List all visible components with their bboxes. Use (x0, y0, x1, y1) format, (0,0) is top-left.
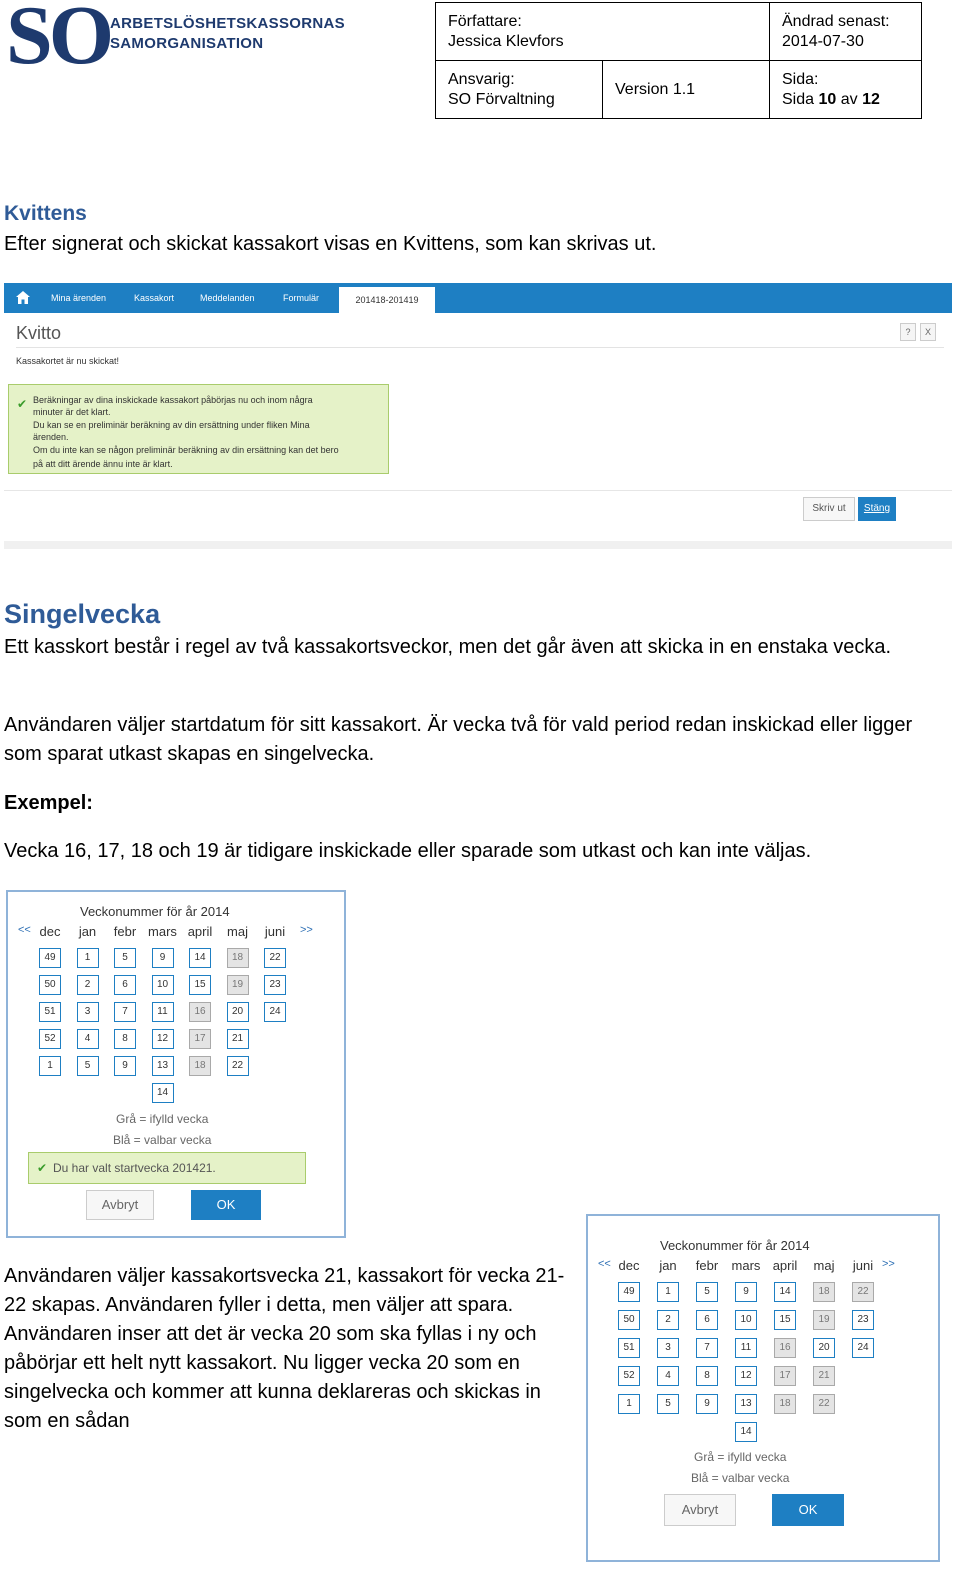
week-button-50[interactable]: 50 (618, 1310, 640, 1330)
week-button-49[interactable]: 49 (618, 1282, 640, 1302)
week-button-8[interactable]: 8 (114, 1029, 136, 1049)
week-picker-example-2 (586, 1214, 940, 1562)
week-button-19[interactable]: 19 (813, 1310, 835, 1330)
week-button-19[interactable]: 19 (227, 975, 249, 995)
success-line: Du kan se en preliminär beräkning av din ersättning under fliken Mina (33, 420, 310, 430)
logo-line1: ARBETSLÖSHETSKASSORNAS (110, 15, 345, 32)
month-label-febr: febr (695, 1258, 719, 1273)
week-button-4[interactable]: 4 (657, 1366, 679, 1386)
week-button-5[interactable]: 5 (77, 1056, 99, 1076)
divider (4, 490, 952, 491)
selection-message (28, 1152, 306, 1184)
week-button-2[interactable]: 2 (657, 1310, 679, 1330)
week-button-9[interactable]: 9 (114, 1056, 136, 1076)
week-button-17[interactable]: 17 (189, 1029, 211, 1049)
singelvecka-heading: Singelvecka (4, 599, 161, 629)
week-button-12[interactable]: 12 (152, 1029, 174, 1049)
legend-blue: Blå = valbar vecka (691, 1471, 790, 1485)
selection-message-text: Du har valt startvecka 201421. (53, 1161, 216, 1175)
version-value: Version 1.1 (603, 61, 770, 119)
singelvecka-p3: Vecka 16, 17, 18 och 19 är tidigare inskickade eller sparade som utkast och kan inte väljas. (4, 840, 812, 862)
month-label-april: april (772, 1258, 798, 1273)
legend-gray: Grå = ifylld vecka (694, 1450, 787, 1464)
singelvecka-p1: Ett kasskort består i regel av två kassakortsveckor, men det går även att skicka in en enstaka vecka. (4, 636, 892, 658)
week-button-51[interactable]: 51 (39, 1002, 61, 1022)
week-button-1[interactable]: 1 (657, 1282, 679, 1302)
month-label-mars: mars (731, 1258, 761, 1273)
week-button-5[interactable]: 5 (114, 948, 136, 968)
check-icon: ✔ (37, 1161, 48, 1175)
receipt-screenshot (4, 283, 952, 549)
week-button-22[interactable]: 22 (264, 948, 286, 968)
week-button-17[interactable]: 17 (774, 1366, 796, 1386)
legend-gray: Grå = ifylld vecka (116, 1112, 209, 1126)
week-button-22[interactable]: 22 (852, 1282, 874, 1302)
calendar-title: Veckonummer för år 2014 (80, 904, 230, 919)
document-header-table (435, 2, 922, 119)
week-button-21[interactable]: 21 (813, 1366, 835, 1386)
month-label-juni: juni (264, 924, 286, 939)
week-button-1[interactable]: 1 (77, 948, 99, 968)
month-label-mars: mars (148, 924, 177, 939)
month-label-febr: febr (113, 924, 137, 939)
ok-button[interactable]: OK (772, 1494, 844, 1526)
success-line: på att ditt ärende ännu inte är klart. (33, 459, 173, 469)
week-button-18[interactable]: 18 (189, 1056, 211, 1076)
logo-mark: SO (6, 0, 111, 82)
week-button-23[interactable]: 23 (852, 1310, 874, 1330)
week-button-49[interactable]: 49 (39, 948, 61, 968)
page-value: Sida 10 av 12 (782, 90, 880, 108)
week-button-18[interactable]: 18 (813, 1282, 835, 1302)
success-line: Om du inte kan se någon preliminär beräkning av din ersättning kan det bero (33, 445, 339, 455)
week-button-11[interactable]: 11 (735, 1338, 757, 1358)
month-label-jan: jan (78, 924, 97, 939)
week-button-10[interactable]: 10 (152, 975, 174, 995)
author-value: Jessica Klevfors (448, 32, 564, 50)
week-button-7[interactable]: 7 (696, 1338, 718, 1358)
week-button-14[interactable]: 14 (774, 1282, 796, 1302)
week-button-14[interactable]: 14 (189, 948, 211, 968)
week-button-18[interactable]: 18 (774, 1394, 796, 1414)
week-button-22[interactable]: 22 (813, 1394, 835, 1414)
nav-mina-arenden[interactable]: Mina ärenden (51, 293, 107, 303)
week-button-51[interactable]: 51 (618, 1338, 640, 1358)
month-label-maj: maj (227, 924, 248, 939)
week-button-13[interactable]: 13 (152, 1056, 174, 1076)
author-label: Författare: (448, 12, 522, 30)
singelvecka-p4: Användaren väljer kassakortsvecka 21, kassakort för vecka 21-22 skapas. Användaren fyller i detta, men väljer att spara. Användaren inser att det är vecka 20 som ska fyllas i ny och påbörjar ett helt nytt kassakort. Nu ligger vecka 20 som en singelvecka och kommer att kunna deklareras och skickas in som en sådan (4, 1265, 565, 1432)
responsible-value: SO Förvaltning (448, 90, 555, 108)
week-button-20[interactable]: 20 (813, 1338, 835, 1358)
next-icon[interactable]: >> (300, 924, 313, 936)
week-button-9[interactable]: 9 (696, 1394, 718, 1414)
nav-kassakort[interactable]: Kassakort (134, 293, 175, 303)
help-icon[interactable]: ? (900, 323, 916, 341)
week-button-24[interactable]: 24 (852, 1338, 874, 1358)
week-button-5[interactable]: 5 (657, 1394, 679, 1414)
next-icon[interactable]: >> (882, 1258, 895, 1270)
week-button-14[interactable]: 14 (735, 1422, 757, 1442)
week-button-21[interactable]: 21 (227, 1029, 249, 1049)
week-button-18[interactable]: 18 (227, 948, 249, 968)
week-button-10[interactable]: 10 (735, 1310, 757, 1330)
week-button-22[interactable]: 22 (227, 1056, 249, 1076)
week-button-15[interactable]: 15 (774, 1310, 796, 1330)
example-label: Exempel: (4, 792, 93, 814)
cancel-button[interactable]: Avbryt (664, 1494, 736, 1526)
print-button[interactable]: Skriv ut (803, 497, 855, 521)
week-button-2[interactable]: 2 (77, 975, 99, 995)
changed-label: Ändrad senast: (782, 12, 890, 30)
logo-line2: SAMORGANISATION (110, 35, 264, 52)
week-button-16[interactable]: 16 (189, 1002, 211, 1022)
page-label: Sida: (782, 70, 819, 88)
kvittens-text: Efter signerat och skickat kassakort visas en Kvittens, som kan skrivas ut. (4, 233, 657, 255)
check-icon: ✔ (17, 397, 28, 411)
week-button-12[interactable]: 12 (735, 1366, 757, 1386)
success-line: ärenden. (33, 432, 69, 442)
week-button-4[interactable]: 4 (77, 1029, 99, 1049)
nav-formular[interactable]: Formulär (283, 293, 320, 303)
success-line: minuter är det klart. (33, 407, 111, 417)
month-label-dec: dec (618, 1258, 640, 1273)
ok-button[interactable]: OK (191, 1190, 261, 1220)
month-label-april: april (187, 924, 213, 939)
home-icon[interactable] (16, 291, 30, 304)
week-button-8[interactable]: 8 (696, 1366, 718, 1386)
kvitto-subtitle: Kassakortet är nu skickat! (16, 356, 120, 366)
logo-text (110, 14, 345, 54)
week-button-13[interactable]: 13 (735, 1394, 757, 1414)
week-button-20[interactable]: 20 (227, 1002, 249, 1022)
week-button-9[interactable]: 9 (735, 1282, 757, 1302)
close-button[interactable]: Stäng (858, 497, 896, 521)
month-label-juni: juni (852, 1258, 874, 1273)
success-message (8, 384, 389, 474)
week-button-52[interactable]: 52 (618, 1366, 640, 1386)
week-button-1[interactable]: 1 (39, 1056, 61, 1076)
kvittens-heading: Kvittens (4, 202, 87, 225)
prev-icon[interactable]: << (18, 924, 31, 936)
month-label-maj: maj (813, 1258, 835, 1273)
week-button-6[interactable]: 6 (114, 975, 136, 995)
cancel-button[interactable]: Avbryt (86, 1190, 154, 1220)
close-icon[interactable]: X (920, 323, 936, 341)
week-button-16[interactable]: 16 (774, 1338, 796, 1358)
responsible-label: Ansvarig: (448, 70, 515, 88)
success-line: Beräkningar av dina inskickade kassakort påbörjas nu och inom några (33, 395, 313, 405)
tab-active-period[interactable]: 201418-201419 (339, 287, 435, 313)
week-button-11[interactable]: 11 (152, 1002, 174, 1022)
week-button-14[interactable]: 14 (152, 1083, 174, 1103)
week-button-15[interactable]: 15 (189, 975, 211, 995)
changed-value: 2014-07-30 (782, 32, 864, 50)
week-button-7[interactable]: 7 (114, 1002, 136, 1022)
month-label-dec: dec (39, 924, 61, 939)
week-picker-example-1 (6, 890, 346, 1238)
month-label-jan: jan (659, 1258, 677, 1273)
calendar-title: Veckonummer för år 2014 (660, 1238, 810, 1253)
week-button-1[interactable]: 1 (618, 1394, 640, 1414)
week-button-23[interactable]: 23 (264, 975, 286, 995)
nav-meddelanden[interactable]: Meddelanden (200, 293, 255, 303)
nav-bar (4, 283, 952, 313)
week-button-9[interactable]: 9 (152, 948, 174, 968)
singelvecka-p2: Användaren väljer startdatum för sitt kassakort. Är vecka två för vald period redan inskickad eller ligger som sparat utkast skapas en singelvecka. (4, 714, 913, 765)
divider (16, 347, 944, 348)
week-button-50[interactable]: 50 (39, 975, 61, 995)
kvitto-title: Kvitto (16, 323, 62, 343)
week-button-6[interactable]: 6 (696, 1310, 718, 1330)
week-button-24[interactable]: 24 (264, 1002, 286, 1022)
week-button-52[interactable]: 52 (39, 1029, 61, 1049)
week-button-3[interactable]: 3 (77, 1002, 99, 1022)
week-button-5[interactable]: 5 (696, 1282, 718, 1302)
week-button-3[interactable]: 3 (657, 1338, 679, 1358)
prev-icon[interactable]: << (598, 1258, 611, 1270)
legend-blue: Blå = valbar vecka (113, 1133, 212, 1147)
